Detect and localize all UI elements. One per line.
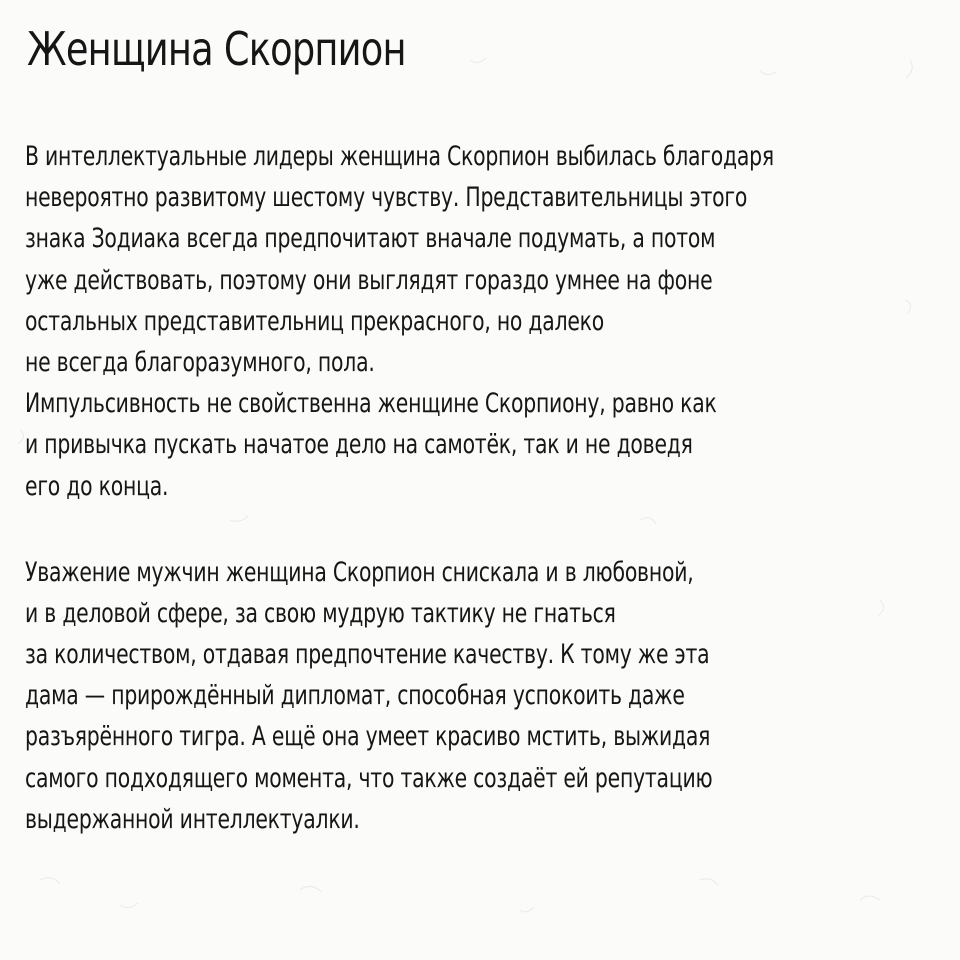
text-line: уже действовать, поэтому они выглядят гораздо умнее на фоне bbox=[25, 264, 713, 296]
paragraph-2 bbox=[25, 552, 960, 840]
text-line: остальных представительниц прекрасного, но далеко bbox=[25, 305, 605, 337]
paragraph-1 bbox=[25, 136, 960, 507]
text-line: его до конца. bbox=[25, 470, 169, 502]
text-line: за количеством, отдавая предпочтение качеству. К тому же эта bbox=[25, 639, 710, 671]
page-title: Женщина Скорпион bbox=[27, 22, 406, 76]
text-line: В интеллектуальные лидеры женщина Скорпион выбилась благодаря bbox=[25, 141, 774, 172]
text-line: и привычка пускать начатое дело на самотёк, так и не доведя bbox=[25, 429, 693, 461]
paragraph-gap bbox=[25, 507, 960, 552]
text-line: выдержанной интеллектуалки. bbox=[25, 803, 360, 835]
text-line: знака Зодиака всегда предпочитают вначале подумать, а потом bbox=[25, 223, 716, 255]
text-line: разъярённого тигра. А ещё она умеет красиво мстить, выжидая bbox=[25, 721, 711, 753]
text-line: не всегда благоразумного, пола. bbox=[25, 346, 375, 378]
text-line: Уважение мужчин женщина Скорпион снискала и в любовной, bbox=[25, 556, 694, 588]
text-line: и в деловой сфере, за свою мудрую тактику не гнаться bbox=[25, 597, 616, 629]
text-line: дама — прирождённый дипломат, способная успокоить даже bbox=[25, 680, 685, 712]
text-line: самого подходящего момента, что также создаёт ей репутацию bbox=[25, 762, 713, 794]
text-line: Импульсивность не свойственна женщине Скорпиону, равно как bbox=[25, 388, 717, 420]
article-body bbox=[25, 136, 960, 840]
text-line: невероятно развитому шестому чувству. Представительницы этого bbox=[25, 182, 748, 214]
